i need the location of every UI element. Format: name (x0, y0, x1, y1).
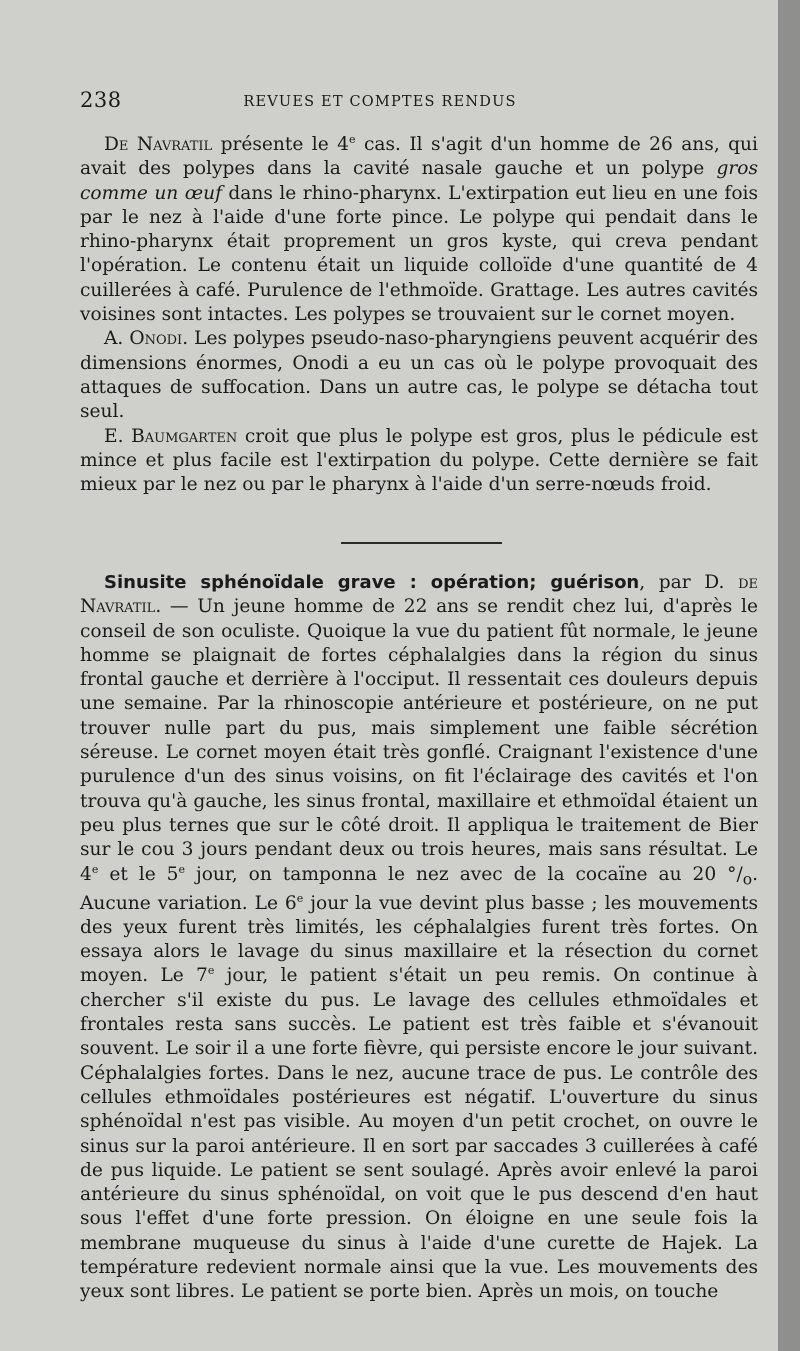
page-edge-shadow (778, 0, 800, 1351)
paragraph-onodi: A. Onodi. Les polypes pseudo-naso-pharyngiens peuvent acquérir des dimensions énormes, Onodi a eu un cas où le polype provoquait des attaques de suffocation. Dans un autre cas, le polype se détacha tout seul. (80, 328, 758, 423)
author-name: Onodi (129, 328, 183, 350)
italic-phrase: gros comme un œuf (80, 158, 758, 204)
section-divider (341, 542, 502, 544)
author-name: De Navratil (104, 134, 213, 155)
article-body (80, 571, 758, 1305)
article-paragraph: Sinusite sphénoïdale grave : opération; guérison, par D. de Navratil. — Un jeune homme de 22 ans se rendit chez lui, d'après le conseil de son oculiste. Quoique la vue du patient fût normale, le jeune homme se plaignait de fortes céphalalgies dans la région du sinus frontal gauche et derrière à l'occiput. Il ressentait ces douleurs depuis une semaine. Par la rhinoscopie antérieure et postérieure, on ne put trouver nulle part du pus, mais simplement une faible sécrétion séreuse. Le cornet moyen était très gonflé. Craignant l'existence d'une purulence d'un des sinus voisins, on fit l'éclairage des cavités et l'on trouva qu'à gauche, les sinus frontal, maxillaire et ethmoïdal étaient un peu plus ternes que sur le côté droit. Il appliqua le traitement de Bier sur le cou 3 jours pendant deux ou trois heures, mais sans résultat. Le 4e et le 5e jour, on tamponna le nez avec de la cocaïne au 20 $^\circ/_o$. Aucune variation. Le 6e jour la vue devint plus basse ; les mouvements des yeux furent très limités, les céphalalgies furent très fortes. On essaya alors le lavage du sinus maxillaire et la résection du cornet moyen. Le 7e jour, le patient s'était un peu remis. On continue à chercher s'il existe du pus. Le lavage des cellules ethmoïdales et frontales resta sans succès. Le patient est très faible et s'évanouit souvent. Le soir il a une forte fièvre, qui persiste encore le jour suivant. Céphalalgies fortes. Dans le nez, aucune trace de pus. Le contrôle des cellules ethmoïdales postérieures est négatif. L'ouverture du sinus sphénoïdal n'est pas visible. Au moyen d'un petit crochet, on ouvre le sinus sur la paroi antérieure. Il en sort par saccades 3 cuillerées à café de pus liquide. Le patient se sent soulagé. Après avoir enlevé la paroi antérieure du sinus sphénoïdal, on voit que le pus descend d'en haut sous l'effet d'une forte pression. On éloigne en une seule fois la membrane muqueuse du sinus à l'aide d'une curette de Hajek. La température redevient normale ainsi que la vue. Les mouvements des yeux sont libres. Le patient se porte bien. Après un mois, on touche (80, 572, 758, 1303)
author-name: Baumgarten (131, 425, 238, 447)
page-number: 238 (80, 88, 122, 112)
paragraph-baumgarten: E. Baumgarten croit que plus le polype est gros, plus le pédicule est mince et plus facile est l'extirpation du polype. Cette dernière se fait mieux par le nez ou par le pharynx à l'aide d'un serre-nœuds froid. (80, 425, 758, 496)
article-title: Sinusite sphénoïdale grave : opération; guérison (104, 572, 640, 593)
article-author: de Navratil (80, 572, 758, 618)
page-header (80, 84, 760, 118)
paragraph-navratil: De Navratil présente le 4e cas. Il s'agit d'un homme de 26 ans, qui avait des polypes dans la cavité nasale gauche et un polype gros comme un œuf dans le rhino-pharynx. L'extirpation eut lieu en une fois par le nez à l'aide d'une forte pince. Le polype qui pendait dans le rhino-pharynx était proprement un gros kyste, qui creva pendant l'opération. Le contenu était un liquide colloïde d'une quantité de 4 cuillerées à café. Purulence de l'ethmoïde. Grattage. Les autres cavités voisines sont intactes. Les polypes se trouvaient sur le cornet moyen. (80, 132, 759, 326)
previous-article-continuation (80, 133, 758, 497)
running-title: REVUES ET COMPTES RENDUS (243, 94, 517, 110)
